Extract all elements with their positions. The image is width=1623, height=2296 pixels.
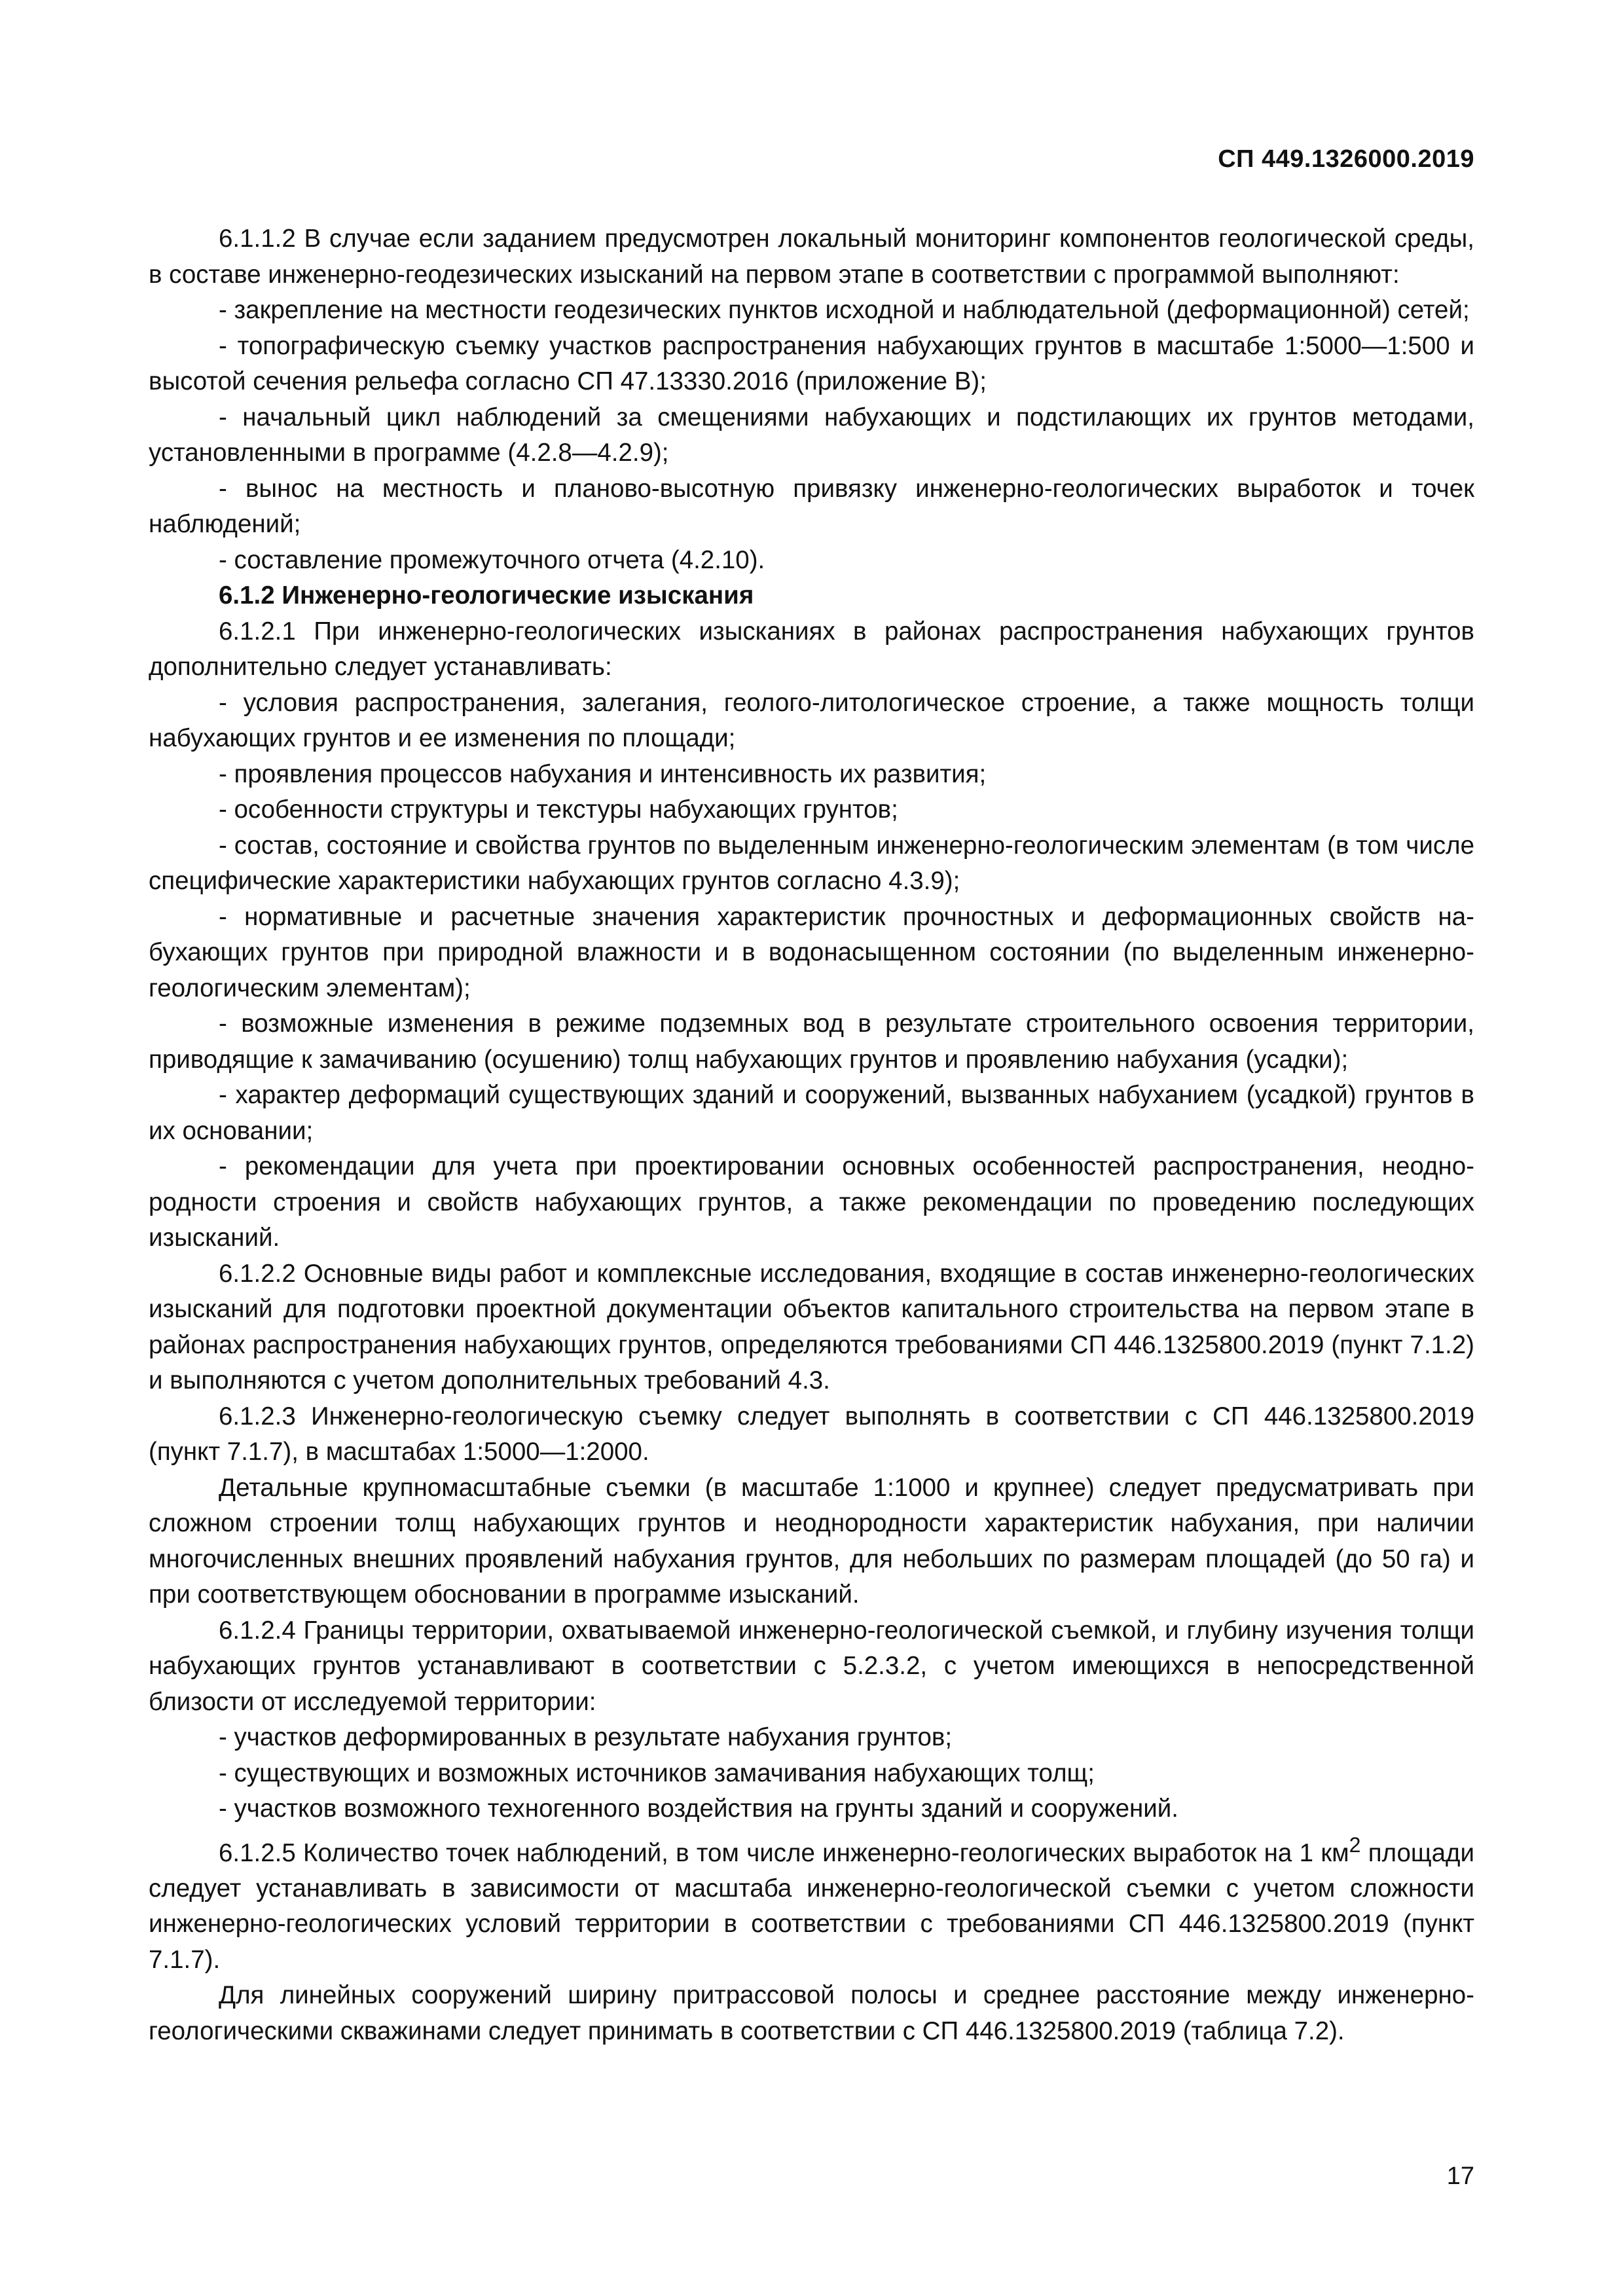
paragraph-detailed-surveys: Детальные крупномасштабные съемки (в масштабе 1:1000 и крупнее) следует предусматривать при сложном строении толщ набухающих грунтов и неоднородности характеристик набухания, при наличии многочисленных внешних проявлений набухания грунтов, для небольших по размерам площадей (до 50 га) и при соответствующем обосновании в программе изысканий. [149, 1473, 1474, 1609]
list-item: - проявления процессов набухания и интенсивность их развития; [219, 759, 987, 788]
paragraph-6-1-2-4: 6.1.2.4 Границы территории, охватываемой инженерно-геологической съемкой, и глубину изучения толщи набухающих грунтов устанавливают в соответствии с 5.2.3.2, с учетом имеющихся в непосредственной близости от исследуемой территории: [149, 1616, 1474, 1716]
list-item: - возможные изменения в режиме подземных вод в результате строительного освоения территории, приводящие к замачиванию (осушению) толщ набухающих грунтов и проявлению набухания (усадки); [149, 1010, 1474, 1074]
superscript-2: 2 [1349, 1832, 1361, 1857]
page-number: 17 [1446, 2162, 1474, 2190]
list-item: - закрепление на местности геодезических пунктов исходной и наблюдательной (деформационной) сетей; [219, 296, 1470, 324]
list-item: - топографическую съемку участков распространения набухающих грунтов в масштабе 1:5000—1:500 и высотой сечения рельефа согласно СП 47.13330.2016 (приложение В); [149, 331, 1474, 395]
list-item: - вынос на местность и планово-высотную привязку инженерно-геологических выработок и точек наблюдений; [149, 474, 1474, 538]
list-item: - существующих и возможных источников замачивания набухающих толщ; [219, 1758, 1095, 1787]
list-item: - участков деформированных в результате набухания грунтов; [219, 1723, 953, 1751]
list-item: - особенности структуры и текстуры набухающих грунтов; [219, 795, 898, 824]
paragraph-6-1-2-3: 6.1.2.3 Инженерно-геологическую съемку следует выполнять в соответствии с СП 446.1325800.2019 (пункт 7.1.7), в масштабах 1:5000—1:2000. [149, 1402, 1474, 1466]
paragraph-linear-structures: Для линейных сооружений ширину притрассовой полосы и среднее расстояние между инженерно-геологическими скважинами следует принимать в соответствии с СП 446.1325800.2019 (таблица 7.2). [149, 1981, 1474, 2045]
list-item: - начальный цикл наблюдений за смещениями набухающих и подстилающих их грунтов методами, установленными в программе (4.2.8—4.2.9); [149, 403, 1474, 467]
list-item: - составление промежуточного отчета (4.2.10). [219, 545, 765, 574]
list-item: - участков возможного техногенного воздействия на грунты зданий и сооружений. [219, 1795, 1178, 1823]
list-item: - условия распространения, залегания, геолого-литологическое строение, а также мощность толщи набухающих грунтов и ее изменения по площади; [149, 688, 1474, 752]
document-body [149, 221, 1474, 2049]
paragraph-6-1-2-1: 6.1.2.1 При инженерно-геологических изысканиях в районах распространения набухающих грунтов дополнительно следует устанавливать: [149, 617, 1474, 681]
list-item: - характер деформаций существующих зданий и сооружений, вызванных набуханием (усадкой) грунтов в их основании; [149, 1081, 1474, 1145]
paragraph-6-1-2-5-end: площади следует устанавливать в зависимости от масштаба инженерно-геологической съемки с учетом сложности инженерно-геологических условий территории в соответствии с требованиями СП 446.1325800.2019 (пункт 7.1.7). [149, 1838, 1474, 1974]
list-item: - рекомендации для учета при проектировании основных особенностей распространения, неоднородности строения и свойств набухающих грунтов, а также рекомендации по проведению последующих изысканий. [149, 1152, 1474, 1252]
list-item: - нормативные и расчетные значения характеристик прочностных и деформационных свойств набухающих грунтов при природной влажности и в водонасыщенном состоянии (по выделенным инженерно-геологическим элементам); [149, 902, 1474, 1002]
document-code-header: СП 449.1326000.2019 [1218, 145, 1474, 173]
paragraph-6-1-2-5 [149, 1827, 1474, 1978]
list-item: - состав, состояние и свойства грунтов по выделенным инженерно-геологическим элементам (в том числе специфические характеристики набухающих грунтов согласно 4.3.9); [149, 831, 1474, 895]
paragraph-6-1-2-2: 6.1.2.2 Основные виды работ и комплексные исследования, входящие в состав инженерно-геологических изысканий для подготовки проектной документации объектов капитального строительства на первом этапе в районах распространения набухающих грунтов, определяются требованиями СП 446.1325800.2019 (пункт 7.1.2) и выполняются с учетом дополнительных требований 4.3. [149, 1259, 1474, 1394]
paragraph-6-1-2-5-start: 6.1.2.5 Количество точек наблюдений, в том числе инженерно-геологических выработок на 1 км [219, 1838, 1349, 1867]
section-heading-6-1-2: 6.1.2 Инженерно-геологические изыскания [219, 581, 754, 610]
paragraph-6-1-1-2: 6.1.1.2 В случае если заданием предусмотрен локальный мониторинг компонентов геологической среды, в составе инженерно-геодезических изысканий на первом этапе в соответствии с программой выполняют: [149, 225, 1474, 289]
